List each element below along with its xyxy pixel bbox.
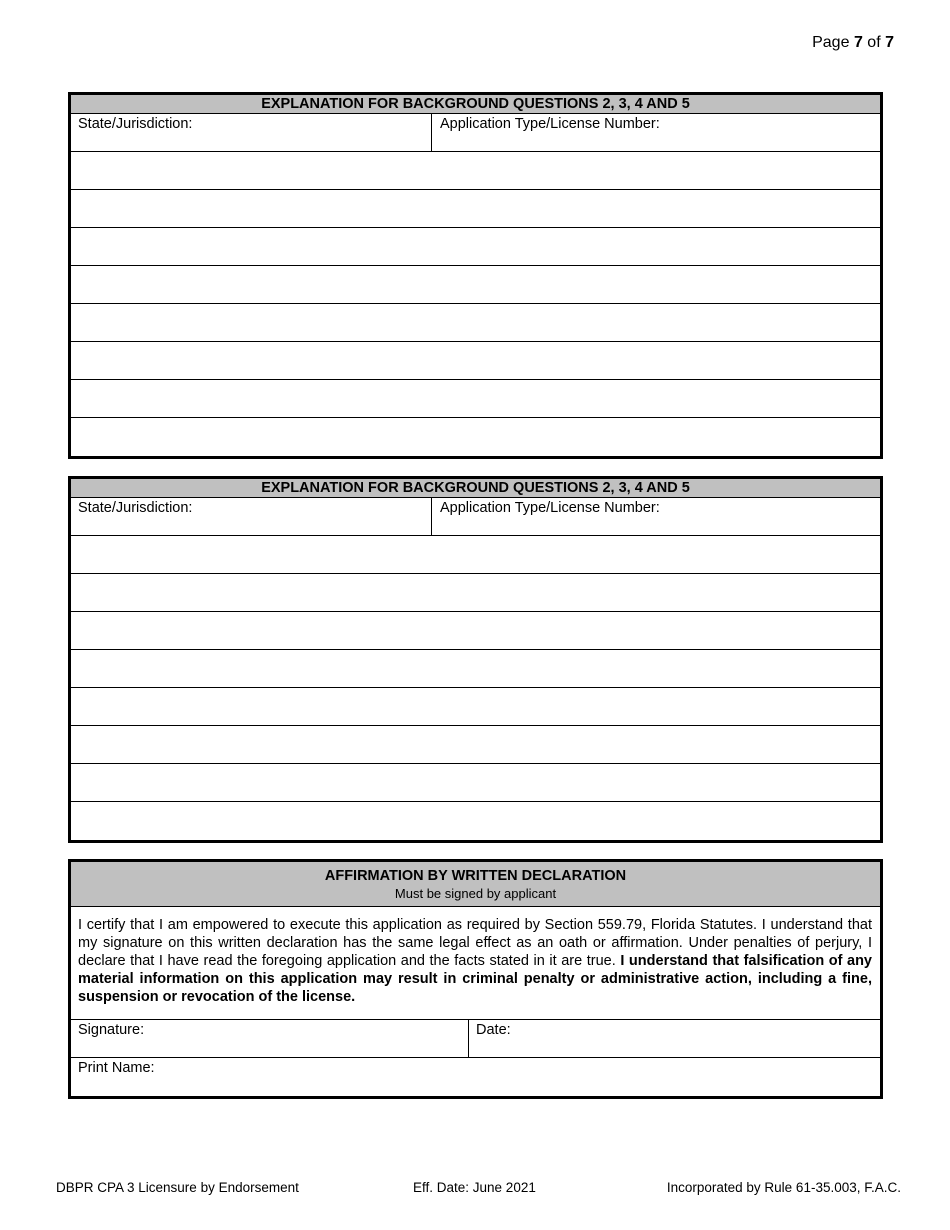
section-title: EXPLANATION FOR BACKGROUND QUESTIONS 2, 3, 4 AND 5 bbox=[71, 95, 880, 114]
explanation-line[interactable] bbox=[71, 650, 880, 688]
explanation-line[interactable] bbox=[71, 612, 880, 650]
page-current: 7 bbox=[853, 34, 863, 51]
state-jurisdiction-field[interactable]: State/Jurisdiction: bbox=[71, 498, 432, 535]
signature-row bbox=[71, 1020, 880, 1058]
explanation-line[interactable] bbox=[71, 688, 880, 726]
page-of: of bbox=[867, 34, 881, 51]
explanation-line[interactable] bbox=[71, 418, 880, 456]
application-type-license-field[interactable]: Application Type/License Number: bbox=[440, 500, 660, 516]
explanation-line[interactable] bbox=[71, 304, 880, 342]
application-type-license-field[interactable]: Application Type/License Number: bbox=[440, 116, 660, 132]
explanation-line[interactable] bbox=[71, 726, 880, 764]
affirmation-subtitle: Must be signed by applicant bbox=[394, 886, 557, 901]
date-field[interactable]: Date: bbox=[476, 1022, 511, 1038]
section-title: EXPLANATION FOR BACKGROUND QUESTIONS 2, 3, 4 AND 5 bbox=[71, 479, 880, 498]
explanation-line[interactable] bbox=[71, 536, 880, 574]
jurisdiction-row bbox=[71, 114, 880, 152]
explanation-line[interactable] bbox=[71, 342, 880, 380]
affirmation-text bbox=[71, 907, 880, 1020]
jurisdiction-row bbox=[71, 498, 880, 536]
affirmation-text-plain: I certify that I am empowered to execute this application as required by Section 559.79, Florida Statutes. I understand that my signature on this written declaration has the same legal effect as an oath or affirmation. Under penalties of perjury, I declare that I have read the foregoing application and the facts stated in it are true. bbox=[78, 917, 872, 969]
explanation-line[interactable] bbox=[71, 574, 880, 612]
explanation-line[interactable] bbox=[71, 802, 880, 840]
explanation-line[interactable] bbox=[71, 152, 880, 190]
page-total: 7 bbox=[885, 34, 894, 51]
footer-rule: Incorporated by Rule 61-35.003, F.A.C. bbox=[666, 1180, 901, 1195]
affirmation-header bbox=[71, 862, 880, 907]
state-jurisdiction-field[interactable]: State/Jurisdiction: bbox=[71, 114, 432, 151]
page-prefix: Page bbox=[812, 34, 850, 51]
explanation-section-2 bbox=[68, 476, 883, 843]
explanation-line[interactable] bbox=[71, 266, 880, 304]
explanation-line[interactable] bbox=[71, 190, 880, 228]
explanation-line[interactable] bbox=[71, 380, 880, 418]
page-number bbox=[812, 34, 894, 52]
affirmation-section bbox=[68, 859, 883, 1099]
affirmation-title: AFFIRMATION BY WRITTEN DECLARATION bbox=[324, 868, 627, 884]
affirmation-text-bold: I understand that falsification of any material information on this application may result in criminal penalty or administrative action, including a fine, suspension or revocation of the license. bbox=[78, 953, 872, 1005]
footer-form-name: DBPR CPA 3 Licensure by Endorsement bbox=[56, 1180, 299, 1195]
signature-field[interactable]: Signature: bbox=[71, 1020, 469, 1057]
explanation-line[interactable] bbox=[71, 228, 880, 266]
print-name-field[interactable]: Print Name: bbox=[78, 1060, 155, 1076]
footer-effective-date: Eff. Date: June 2021 bbox=[413, 1180, 536, 1195]
explanation-line[interactable] bbox=[71, 764, 880, 802]
explanation-section-1 bbox=[68, 92, 883, 459]
